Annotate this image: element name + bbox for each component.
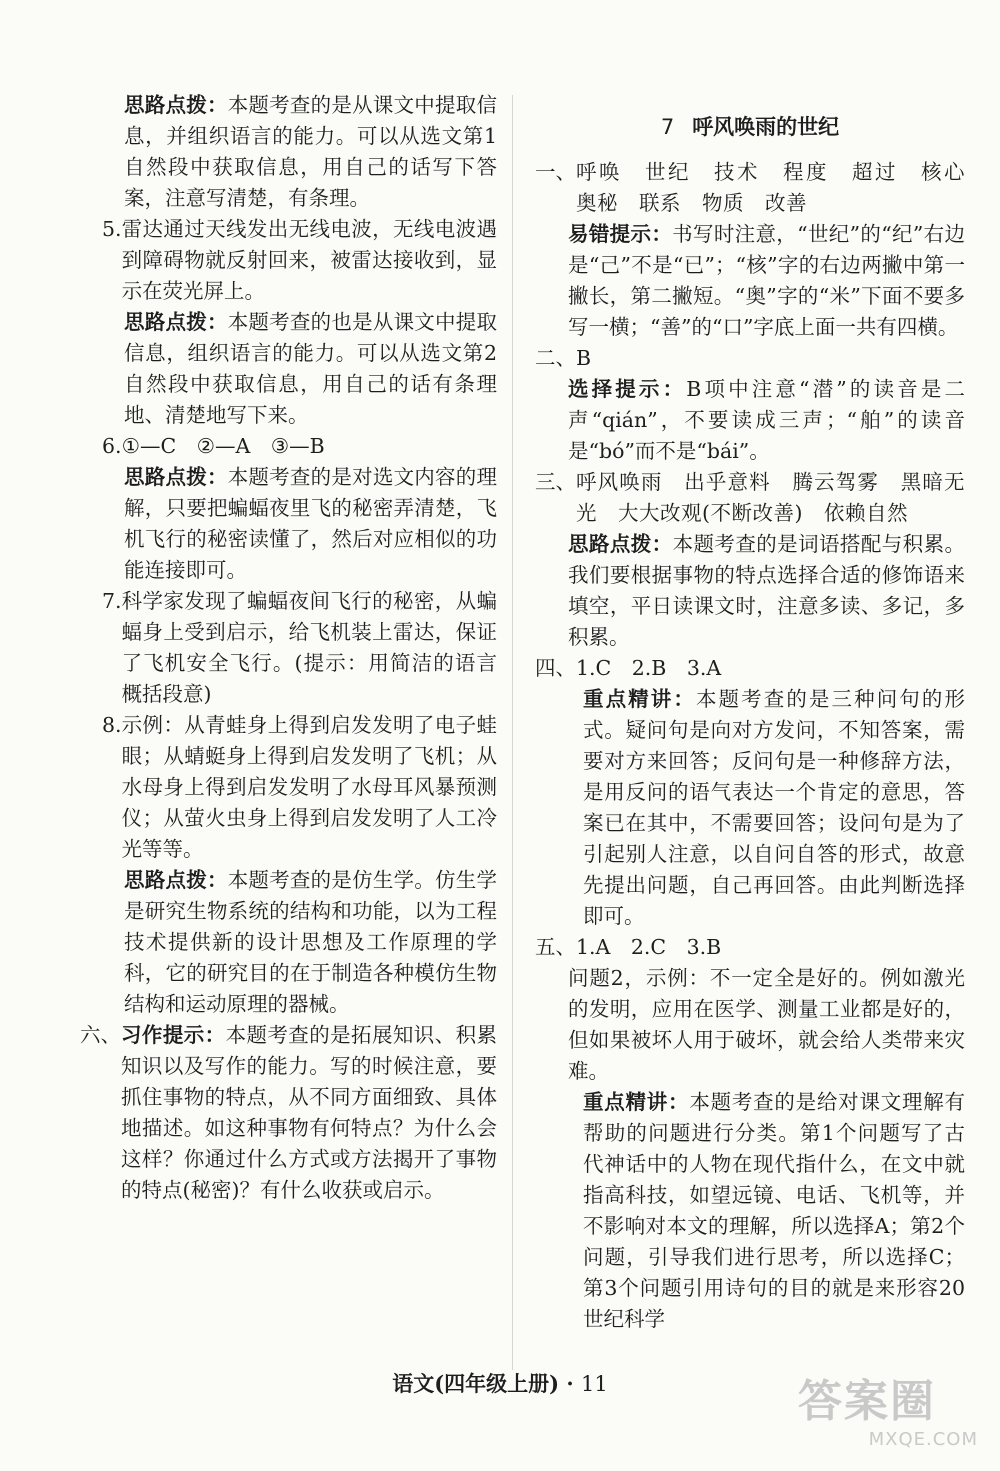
answer-number: 5.: [102, 217, 122, 241]
section-6: [80, 1020, 497, 1206]
tip-text: 书写时注意，“世纪”的“纪”右边是“己”不是“已”；“核”字的右边两撇中第一撇长，第二撇短。“奥”字的“米”下面不要多写一横；“善”的“口”字底上面一共有四横。: [568, 222, 966, 339]
answer-text: 科学家发现了蝙蝠夜间飞行的秘密，从蝙蝠身上受到启示，给飞机装上雷达，保证了飞机安全飞行。(提示：用简洁的语言概括段意): [121, 589, 497, 706]
tip-label: 思路点拨：: [124, 310, 228, 334]
tip-s5: [535, 1087, 965, 1335]
section-3: [535, 467, 965, 529]
tip-text: 本题考查的是从课文中提取信息，并组织语言的能力。可以从选文第1自然段中获取信息，用自己的话写下答案，注意写清楚，有条理。: [124, 93, 498, 210]
lesson-title: [535, 112, 965, 143]
tip-text: 本题考查的也是从课文中提取信息，组织语言的能力。可以从选文第2自然段中获取信息，用自己的话有条理地、清楚地写下来。: [124, 310, 498, 427]
section-number: 二、: [535, 346, 576, 370]
column-divider: [512, 95, 513, 1370]
tip-label: 选择提示：: [568, 377, 687, 401]
lesson-number: 7: [660, 115, 675, 139]
watermark-logo: [798, 1365, 978, 1457]
tip-label: 重点精讲：: [583, 1090, 690, 1114]
section-1: [535, 157, 986, 219]
section-5-extra: 问题2，示例：不一定全是好的。例如激光的发明，应用在医学、测量工业都是好的，但如果被坏人用于破坏，就会给人类带来灾难。: [568, 966, 965, 1083]
answer-number: 6.: [102, 434, 122, 458]
tip-text: 本题考查的是仿生学。仿生学是研究生物系统的结构和功能，以为工程技术提供新的设计思想及工作原理的学科，它的研究目的在于制造各种模仿生物结构和运动原理的器械。: [124, 868, 498, 1016]
section-4: [535, 653, 965, 684]
tip-q6: [102, 462, 497, 586]
page-number: 11: [581, 1372, 608, 1396]
answer-number: 7.: [102, 589, 122, 613]
tip-label: 思路点拨：: [124, 868, 228, 892]
right-column: [535, 90, 986, 1335]
section-number: 四、: [535, 656, 576, 680]
left-column: [80, 90, 498, 1206]
footer-separator: ·: [566, 1371, 574, 1396]
tip-label: 思路点拨：: [568, 532, 673, 556]
answer-text: ①—C ②—A ③—B: [121, 434, 325, 458]
footer-book-title: 语文(四年级上册): [392, 1371, 560, 1396]
answer-q5: [102, 214, 497, 307]
answer-text: 雷达通过天线发出无线电波，无线电波遇到障碍物就反射回来，被雷达接收到，显示在荧光屏上。: [121, 217, 497, 303]
tip-q5: [102, 307, 497, 431]
section-text: B: [576, 346, 592, 370]
watermark-url: MXQE.COM: [868, 1429, 978, 1450]
answer-q7: [102, 586, 497, 710]
answer-text: 示例：从青蛙身上得到启发发明了电子蛙眼；从蜻蜓身上得到启发发明了飞机；从水母身上得到启发发明了水母耳风暴预测仪；从萤火虫身上得到启发发明了人工冷光等等。: [121, 713, 497, 861]
answer-q8: [102, 710, 497, 865]
section-5: [535, 932, 965, 963]
tip-text: 本题考查的是词语搭配与积累。我们要根据事物的特点选择合适的修饰语来填空，平日读课文时，注意多读、多记，多积累。: [568, 532, 966, 649]
tip-label: 习作提示：: [121, 1023, 226, 1047]
section-text: 1.C 2.B 3.A: [576, 656, 722, 680]
tip-label: 重点精讲：: [583, 687, 696, 711]
tip-text: 本题考查的是拓展知识、积累知识以及写作的能力。写的时候注意，要抓住事物的特点，从不同方面细致、具体地描述。如这种事物有何特点？为什么会这样？你通过什么方式或方法揭开了事物的特点(秘密)？有什么收获或启示。: [121, 1023, 498, 1202]
tip-text: B项中注意“潜”的读音是二声“qián”，不要读成三声；“舶”的读音是“bó”而不是“bái”。: [568, 377, 966, 463]
section-2: [535, 343, 965, 374]
tip-text: 本题考查的是对选文内容的理解，只要把蝙蝠夜里飞的秘密弄清楚，飞机飞行的秘密读懂了，然后对应相似的功能连接即可。: [124, 465, 498, 582]
tip-text: 本题考查的是三种问句的形式。疑问句是向对方发问，不知答案，需要对方来回答；反问句是一种修辞方法，是用反问的语气表达一个肯定的意思，答案已在其中，不需要回答；设问句是为了引起别人注意，以自问自答的形式，故意先提出问题，自己再回答。由此判断选择即可。: [583, 687, 965, 928]
tip-text: 本题考查的是给对课文理解有帮助的问题进行分类。第1个问题写了古代神话中的人物在现代指什么，在文中就指高科技，如望远镜、电话、飞机等，并不影响对本文的理解，所以选择A；第2个问题，引导我们进行思考，所以选择C；第3个问题引用诗句的目的就是来形容20世纪科学: [583, 1090, 966, 1331]
tip-s3: [535, 529, 965, 653]
tip-q4: [102, 90, 497, 214]
tip-q8: [102, 865, 497, 1020]
answer-q6: [102, 431, 497, 462]
answer-number: 8.: [102, 713, 122, 737]
section-number: 一、: [535, 160, 576, 184]
tip-label: 思路点拨：: [124, 93, 228, 117]
section-number: 三、: [535, 470, 576, 494]
section-number: 六、: [80, 1023, 121, 1047]
section-number: 五、: [535, 935, 576, 959]
section-text: 呼风唤雨 出乎意料 腾云驾雾 黑暗无光 大大改观(不断改善) 依赖自然: [576, 470, 965, 525]
section-text: 呼唤 世纪 技术 程度 超过 核心 奥秘 联系 物质 改善: [576, 160, 986, 215]
tip-s4: [535, 684, 965, 932]
section-body: [121, 1020, 497, 1206]
tip-label: 思路点拨：: [124, 465, 228, 489]
tip-label: 易错提示：: [568, 222, 673, 246]
watermark-text: 答案圈: [798, 1376, 936, 1427]
tip-s1: [535, 219, 965, 343]
lesson-title-text: 呼风唤雨的世纪: [692, 115, 840, 139]
tip-s2: [535, 374, 965, 467]
section-text: 1.A 2.C 3.B: [576, 935, 722, 959]
